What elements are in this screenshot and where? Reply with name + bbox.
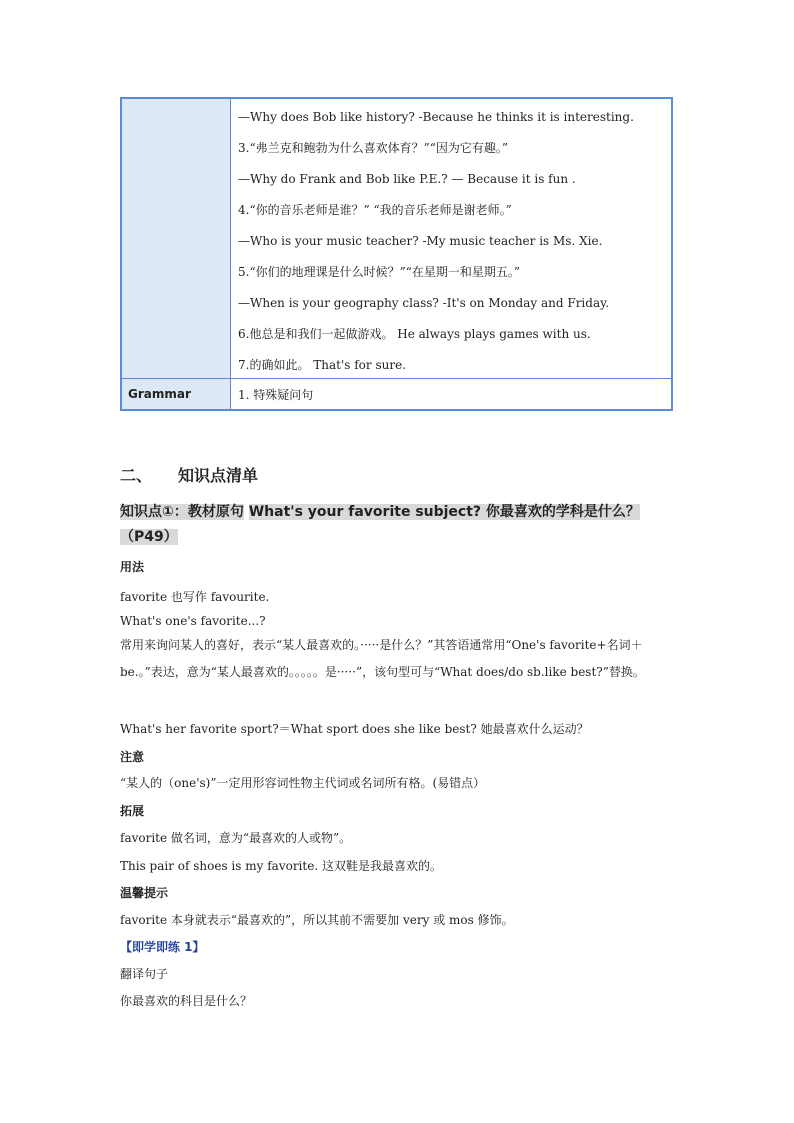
- table-line: 7.的确如此。 That's for sure.: [238, 358, 407, 372]
- extend-heading: 拓展: [120, 804, 145, 818]
- usage-line-1: favorite 也写作 favourite.: [120, 590, 270, 604]
- practice-heading: 【即学即练 1】: [120, 940, 205, 954]
- section-heading: [120, 463, 258, 486]
- knowledge-point-sentence: What's your favorite subject? 你最喜欢的学科是什么？: [248, 504, 640, 520]
- table-line: 4.“你的音乐老师是谁？” “我的音乐老师是谢老师。”: [238, 203, 512, 217]
- note-text: “某人的（one's)”一定用形容词性物主代词或名词所有格。(易错点）: [120, 776, 486, 790]
- grammar-value-cell: [231, 379, 671, 409]
- section-number: 二、: [120, 466, 153, 485]
- knowledge-point-page-ref: （P49）: [120, 529, 178, 545]
- table-label-cell: [122, 99, 231, 379]
- grammar-value: 1. 特殊疑问句: [238, 387, 314, 402]
- table-line: —Who is your music teacher? -My music teacher is Ms. Xie.: [238, 234, 603, 248]
- table-line: —Why does Bob like history? -Because he thinks it is interesting.: [238, 110, 634, 124]
- grammar-label-cell: [122, 379, 231, 409]
- usage-paragraph: 常用来询问某人的喜好，表示“某人最喜欢的。·····是什么？”其答语通常用“One's favorite+名词＋be.。”表达，意为“某人最喜欢的。。。。。是·····”，该句型可与“What does/do sb.like best?”替换。: [120, 638, 645, 679]
- usage-line-2: What's one's favorite...?: [120, 614, 266, 628]
- knowledge-point-heading: [120, 500, 673, 550]
- table-line: 5.“你们的地理课是什么时候？”“在星期一和星期五。”: [238, 265, 520, 279]
- extend-text: favorite 做名词，意为“最喜欢的人或物”。: [120, 831, 352, 845]
- table-line: —When is your geography class? -It's on Monday and Friday.: [238, 296, 610, 310]
- usage-heading: 用法: [120, 560, 145, 574]
- note-heading: 注意: [120, 750, 145, 764]
- practice-line-2: 你最喜欢的科目是什么？: [120, 994, 253, 1008]
- section-title: 知识点清单: [178, 466, 259, 485]
- example-sentence-2: This pair of shoes is my favorite. 这双鞋是我最喜欢的。: [120, 859, 442, 873]
- table-line: 6.他总是和我们一起做游戏。 He always plays games with us.: [238, 327, 591, 341]
- table-line: —Why do Frank and Bob like P.E.? — Because it is fun .: [238, 172, 576, 186]
- vocabulary-table: [120, 97, 673, 411]
- table-line: 3.“弗兰克和鲍勃为什么喜欢体育？”“因为它有趣。”: [238, 141, 508, 155]
- table-sentences-cell: [231, 99, 671, 379]
- example-sentence-1: What's her favorite sport?＝What sport does she like best? 她最喜欢什么运动？: [120, 722, 589, 736]
- tip-heading: 温馨提示: [120, 886, 169, 900]
- knowledge-point-label: 知识点①：教材原句: [120, 504, 244, 520]
- tip-text: favorite 本身就表示“最喜欢的”，所以其前不需要加 very 或 mos 修饰。: [120, 913, 514, 927]
- practice-line-1: 翻译句子: [120, 967, 169, 981]
- grammar-label: Grammar: [128, 387, 191, 401]
